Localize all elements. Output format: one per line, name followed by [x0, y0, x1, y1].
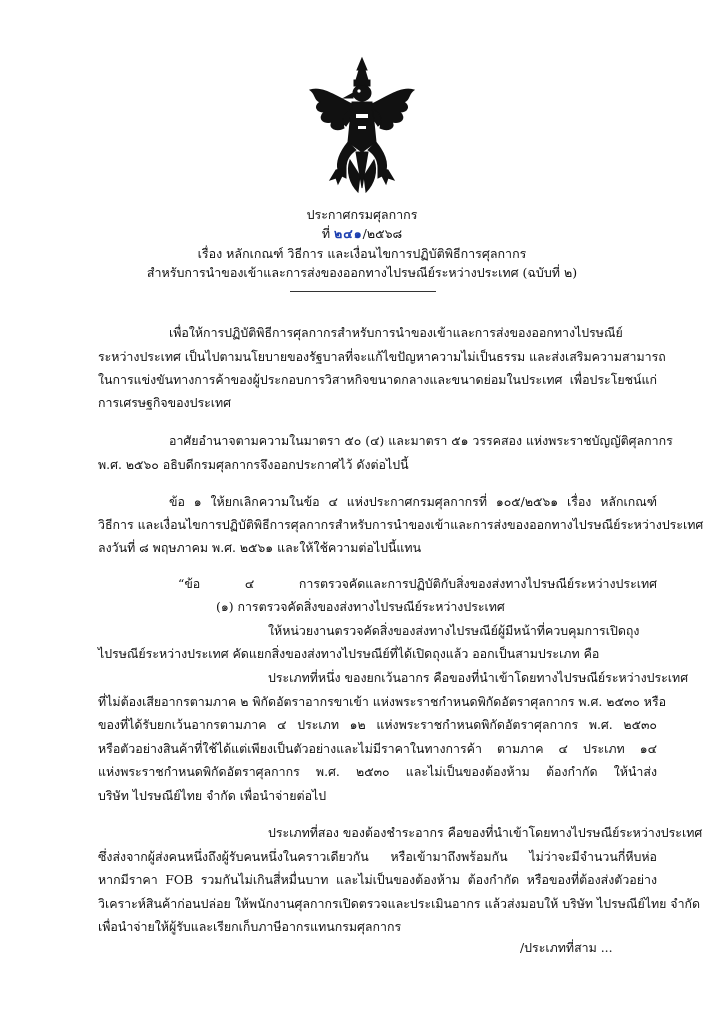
body-line: หากมีราคา FOB รวมกันไม่เกินสี่หมื่นบาท และไม่เป็นของต้องห้าม ต้องกำกัด หรือของที่ต้องส่งตัวอย่าง: [98, 872, 657, 887]
continuation-marker: /ประเภทที่สาม ...: [520, 940, 613, 955]
number-year: /๒๕๖๘: [362, 226, 403, 241]
number-value: ๒๔๑: [334, 226, 363, 241]
body-line: “ข้อ ๔ การตรวจคัดและการปฏิบัติกับสิ่งของส่งทางไปรษณีย์ระหว่างประเทศ: [178, 576, 657, 591]
body-line: ที่ไม่ต้องเสียอากรตามภาค ๒ พิกัดอัตราอากรขาเข้า แห่งพระราชกำหนดพิกัดอัตราศุลกากร พ.ศ. ๒๕๓๐ หรือ: [98, 694, 667, 709]
body-line: อาศัยอำนาจตามความในมาตรา ๕๐ (๔) และมาตรา ๕๑ วรรคสอง แห่งพระราชบัญญัติศุลกากร: [169, 433, 673, 448]
subject-line: เรื่อง หลักเกณฑ์ วิธีการ และเงื่อนไขการปฏิบัติพิธีการศุลกากร: [197, 246, 527, 261]
agency-title: ประกาศกรมศุลกากร: [306, 207, 418, 222]
body-line: ประเภทที่สอง ของต้องชำระอากร คือของที่นำเข้าโดยทางไปรษณีย์ระหว่างประเทศ: [268, 825, 703, 840]
body-line: บริษัท ไปรษณีย์ไทย จำกัด เพื่อนำจ่ายต่อไป: [98, 788, 327, 803]
body-line: ลงวันที่ ๘ พฤษภาคม พ.ศ. ๒๕๖๑ และให้ใช้ความต่อไปนี้แทน: [98, 540, 422, 555]
body-line: ในการแข่งขันทางการค้าของผู้ประกอบการวิสาหกิจขนาดกลางและขนาดย่อมในประเทศ เพื่อประโยชน์แก่: [98, 372, 657, 387]
body-line: (๑) การตรวจคัดสิ่งของส่งทางไปรษณีย์ระหว่างประเทศ: [216, 599, 505, 614]
body-line: หรือตัวอย่างสินค้าที่ใช้ได้แต่เพียงเป็นตัวอย่างและไม่มีราคาในทางการค้า ตามภาค ๔ ประเภท ๑๔: [98, 741, 657, 756]
body-line: ซึ่งส่งจากผู้ส่งคนหนึ่งถึงผู้รับคนหนึ่งในคราวเดียวกัน หรือเข้ามาถึงพร้อมกัน ไม่ว่าจะมีจำนวนกี่หีบห่อ: [98, 849, 657, 864]
body-line: ระหว่างประเทศ เป็นไปตามนโยบายของรัฐบาลที่จะแก้ไขปัญหาความไม่เป็นธรรม และส่งเสริมความสามารถ: [98, 349, 666, 364]
body-line: พ.ศ. ๒๕๖๐ อธิบดีกรมศุลกากรจึงออกประกาศไว้ ดังต่อไปนี้: [98, 457, 409, 472]
body-line: ประเภทที่หนึ่ง ของยกเว้นอากร คือของที่นำเข้าโดยทางไปรษณีย์ระหว่างประเทศ: [268, 670, 689, 685]
body-line: วิเคราะห์สินค้าก่อนปล่อย ให้พนักงานศุลกากรเปิดตรวจและประเมินอากร แล้วส่งมอบให้ บริษัท ไปรษณีย์ไทย จำกัด: [98, 896, 701, 911]
subject-line: สำหรับการนำของเข้าและการส่งของออกทางไปรษณีย์ระหว่างประเทศ (ฉบับที่ ๒): [146, 265, 578, 280]
body-line: เพื่อนำจ่ายให้ผู้รับและเรียกเก็บภาษีอากรแทนกรมศุลกากร: [98, 919, 402, 934]
body-line: ข้อ ๑ ให้ยกเลิกความในข้อ ๔ แห่งประกาศกรมศุลกากรที่ ๑๐๕/๒๕๖๑ เรื่อง หลักเกณฑ์: [169, 494, 657, 509]
body-line: เพื่อให้การปฏิบัติพิธีการศุลกากรสำหรับการนำของเข้าและการส่งของออกทางไปรษณีย์: [169, 325, 623, 340]
announcement-number: [0, 225, 724, 243]
garuda-emblem: [306, 56, 418, 196]
divider: [290, 291, 436, 292]
body-line: ให้หน่วยงานตรวจคัดสิ่งของส่งทางไปรษณีย์ผู้มีหน้าที่ควบคุมการเปิดถุง: [268, 623, 640, 638]
body-line: การเศรษฐกิจของประเทศ: [98, 395, 232, 410]
body-line: แห่งพระราชกำหนดพิกัดอัตราศุลกากร พ.ศ. ๒๕๓๐ และไม่เป็นของต้องห้าม ต้องกำกัด ให้นำส่ง: [98, 764, 657, 779]
body-line: ไปรษณีย์ระหว่างประเทศ คัดแยกสิ่งของส่งทางไปรษณีย์ที่ได้เปิดถุงแล้ว ออกเป็นสามประเภท คือ: [98, 646, 600, 661]
body-line: ของที่ได้รับยกเว้นอากรตามภาค ๔ ประเภท ๑๒ แห่งพระราชกำหนดพิกัดอัตราศุลกากร พ.ศ. ๒๕๓๐: [98, 717, 657, 732]
body-line: วิธีการ และเงื่อนไขการปฏิบัติพิธีการศุลกากรสำหรับการนำของเข้าและการส่งของออกทางไปรษณีย์ระหว่างประเทศ: [98, 517, 704, 532]
number-prefix: ที่: [321, 226, 335, 241]
